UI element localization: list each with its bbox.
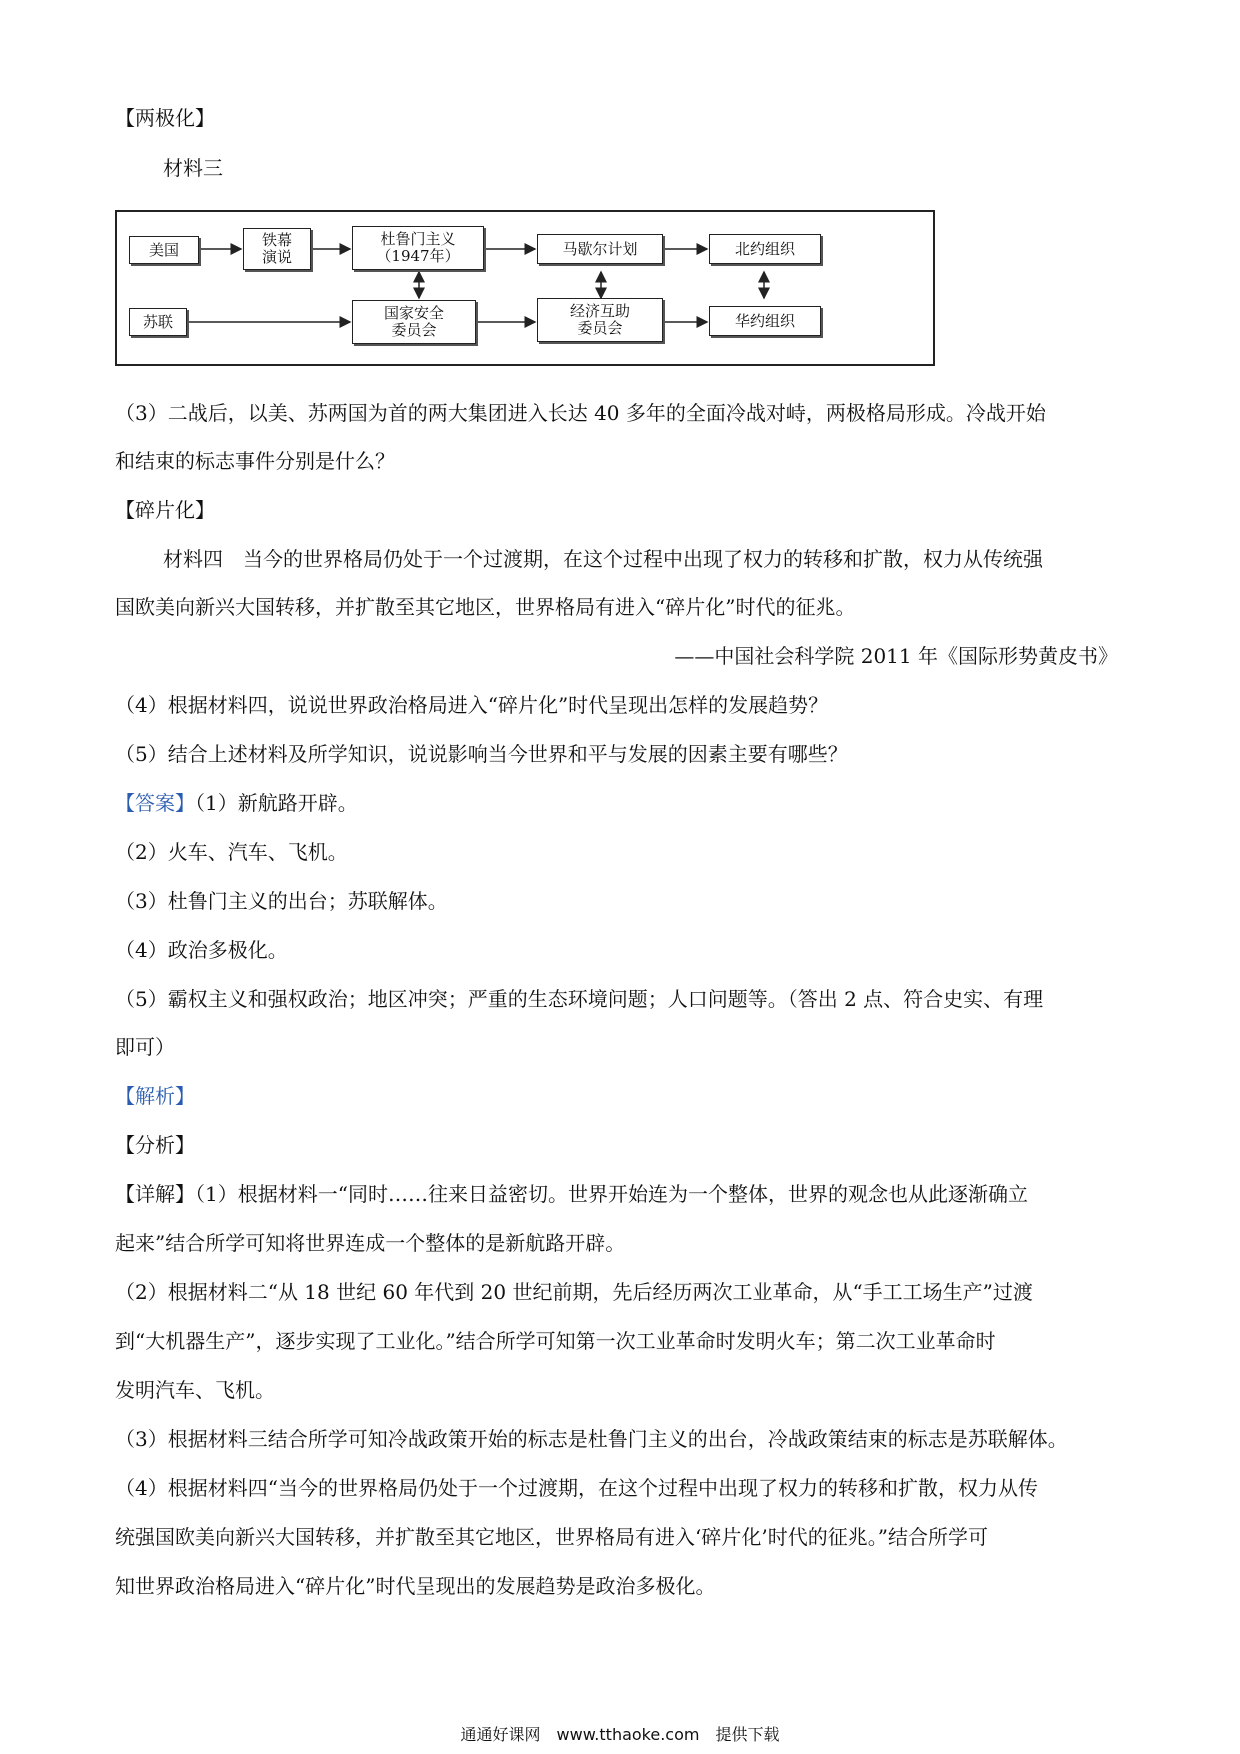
section-fragment: 【碎片化】 xyxy=(115,498,215,522)
box-cominform-line1: 国家安全 xyxy=(383,304,444,322)
box-nato-label: 北约组织 xyxy=(734,239,795,258)
detail-2-line2: 到“大机器生产”，逐步实现了工业化。”结合所学可知第一次工业革命时发明火车；第二次工业革命时 xyxy=(115,1329,996,1353)
detail-3: （3）根据材料三结合所学可知冷战政策开始的标志是杜鲁门主义的出台，冷战政策结束的标志是苏联解体。 xyxy=(115,1427,1068,1451)
fenxi-tag: 【分析】 xyxy=(115,1133,195,1157)
answer-5-line1: （5）霸权主义和强权政治；地区冲突；严重的生态环境问题；人口问题等。（答出 2 点、符合史实、有理 xyxy=(115,987,1044,1011)
q5: （5）结合上述材料及所学知识，说说影响当今世界和平与发展的因素主要有哪些？ xyxy=(115,742,848,766)
cold-war-diagram xyxy=(115,210,935,366)
detail-2-line1: （2）根据材料二“从 18 世纪 60 年代到 20 世纪前期，先后经历两次工业革命，从“手工工场生产”过渡 xyxy=(115,1280,1033,1304)
box-truman xyxy=(352,226,484,270)
material4-line1: 材料四 当今的世界格局仍处于一个过渡期，在这个过程中出现了权力的转移和扩散，权力从传统强 xyxy=(163,547,1043,571)
box-nato xyxy=(709,234,821,264)
answer-a1-line xyxy=(115,790,358,816)
answer-1: （1）新航路开辟。 xyxy=(195,791,358,815)
answer-4: （4）政治多极化。 xyxy=(115,938,288,962)
box-comecon-line1: 经济互助 xyxy=(569,302,630,320)
box-comecon-line2: 委员会 xyxy=(577,319,623,337)
analysis-tag: 【解析】 xyxy=(115,1084,195,1108)
detail-1-text: （1）根据材料一“同时……往来日益密切。世界开始连为一个整体，世界的观念也从此逐渐确立 xyxy=(195,1182,1028,1206)
footer-watermark: 通通好课网 www.tthaoke.com 提供下载 xyxy=(460,1725,780,1744)
q4: （4）根据材料四，说说世界政治格局进入“碎片化”时代呈现出怎样的发展趋势？ xyxy=(115,693,829,717)
box-marshall xyxy=(537,234,663,264)
box-iron-curtain-line1: 铁幕 xyxy=(261,231,292,249)
material3-label: 材料三 xyxy=(163,156,223,180)
answer-3: （3）杜鲁门主义的出台；苏联解体。 xyxy=(115,889,448,913)
box-iron-curtain xyxy=(243,228,311,270)
box-usa-label: 美国 xyxy=(148,240,179,259)
detail-2-line3: 发明汽车、飞机。 xyxy=(115,1378,275,1402)
answer-tag: 【答案】 xyxy=(115,791,195,815)
detail-4-line1: （4）根据材料四“当今的世界格局仍处于一个过渡期，在这个过程中出现了权力的转移和扩散，权力从传 xyxy=(115,1476,1038,1500)
box-ussr xyxy=(129,308,187,336)
box-truman-line1: 杜鲁门主义 xyxy=(380,230,456,248)
answer-2: （2）火车、汽车、飞机。 xyxy=(115,840,348,864)
detail-4-line3: 知世界政治格局进入“碎片化”时代呈现出的发展趋势是政治多极化。 xyxy=(115,1574,716,1598)
q3-line2: 和结束的标志事件分别是什么？ xyxy=(115,449,395,473)
material4-line2: 国欧美向新兴大国转移，并扩散至其它地区，世界格局有进入“碎片化”时代的征兆。 xyxy=(115,595,856,619)
box-cominform-line2: 委员会 xyxy=(391,321,437,339)
box-warsaw xyxy=(709,306,821,336)
box-iron-curtain-line2: 演说 xyxy=(261,248,292,266)
section-bipolar: 【两极化】 xyxy=(115,106,215,130)
box-ussr-label: 苏联 xyxy=(142,312,173,331)
detail-4-line2: 统强国欧美向新兴大国转移，并扩散至其它地区，世界格局有进入‘碎片化’时代的征兆。”结合所学可 xyxy=(115,1525,988,1549)
q3-line1: （3）二战后，以美、苏两国为首的两大集团进入长达 40 多年的全面冷战对峙，两极格局形成。冷战开始 xyxy=(115,401,1046,425)
box-marshall-label: 马歇尔计划 xyxy=(562,239,638,258)
box-cominform xyxy=(352,300,476,344)
material4-source: ——中国社会科学院 2011 年《国际形势黄皮书》 xyxy=(674,644,1118,668)
answer-5-line2: 即可） xyxy=(115,1035,175,1059)
box-warsaw-label: 华约组织 xyxy=(734,311,795,330)
box-usa xyxy=(129,236,199,264)
detail-1-line2: 起来”结合所学可知将世界连成一个整体的是新航路开辟。 xyxy=(115,1231,626,1255)
detail-tag: 【详解】 xyxy=(115,1182,195,1206)
detail-1-line1 xyxy=(115,1181,1028,1207)
box-comecon xyxy=(537,298,663,342)
box-truman-line2: （1947年） xyxy=(376,247,460,265)
